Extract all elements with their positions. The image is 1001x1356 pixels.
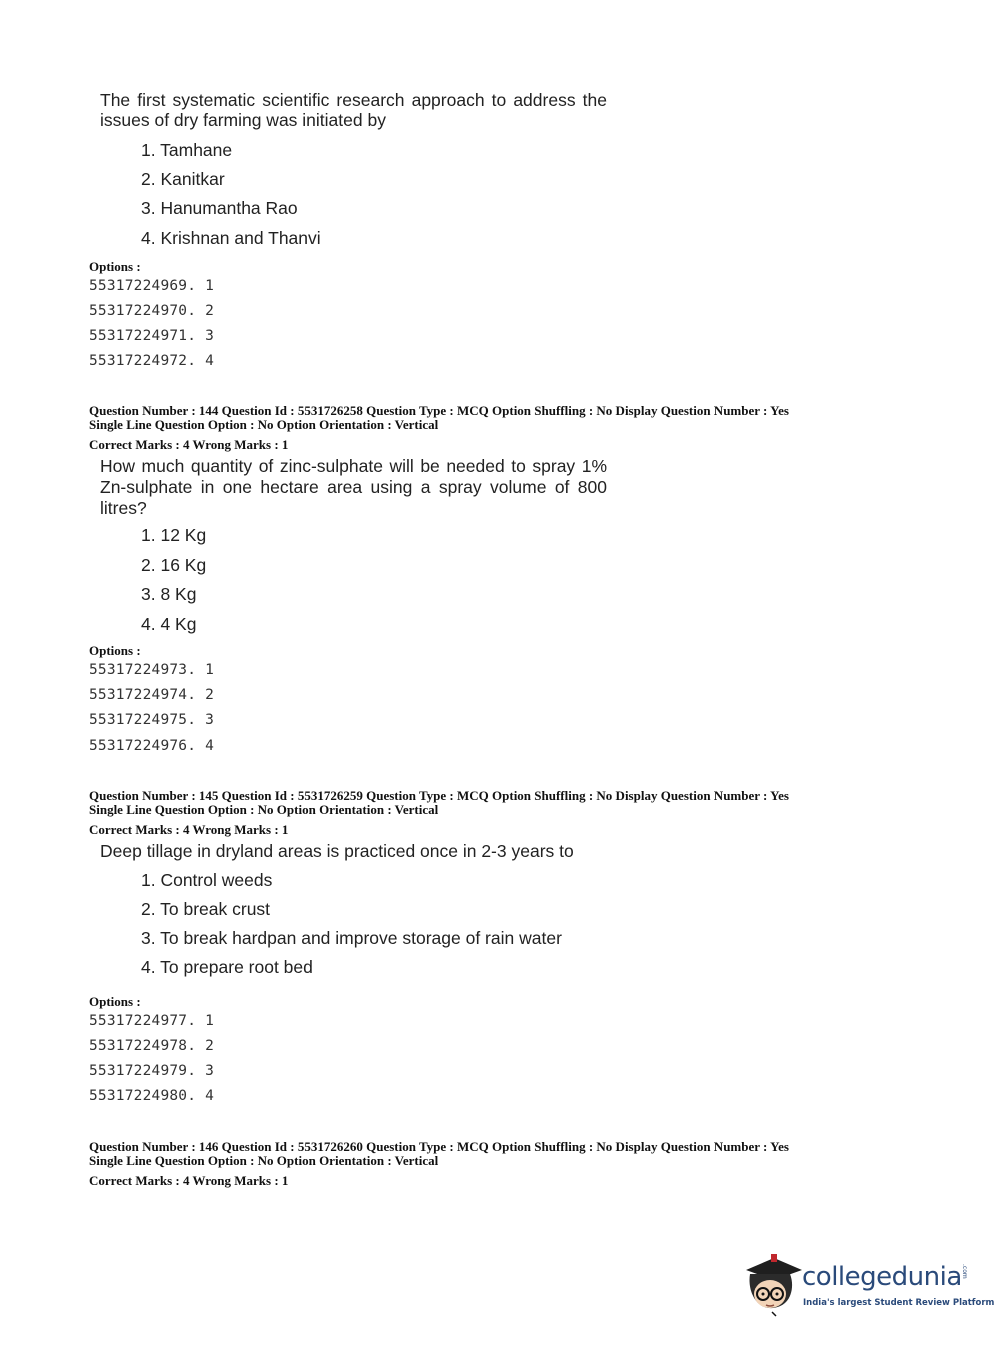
logo-tagline: India's largest Student Review Platform <box>803 1298 995 1308</box>
question-marks: Correct Marks : 4 Wrong Marks : 1 <box>89 437 289 452</box>
question-text: The first systematic scientific research approach to address the issues of dry farming was initiated by <box>100 90 607 130</box>
option-id: 55317224975. 3 <box>89 712 215 728</box>
question-text: Deep tillage in dryland areas is practiced once in 2-3 years to <box>100 841 574 861</box>
logo-com: .com <box>961 1264 968 1279</box>
question-marks: Correct Marks : 4 Wrong Marks : 1 <box>89 822 289 837</box>
options-label: Options : <box>89 643 141 658</box>
options-label: Options : <box>89 994 141 1009</box>
choice-3: 3. 8 Kg <box>141 584 197 604</box>
option-id: 55317224976. 4 <box>89 738 215 754</box>
question-marks: Correct Marks : 4 Wrong Marks : 1 <box>89 1173 289 1188</box>
question-text: How much quantity of zinc-sulphate will be needed to spray 1% Zn-sulphate in one hectare area using a spray volume of 800 litres? <box>100 456 607 518</box>
option-id: 55317224972. 4 <box>89 353 215 369</box>
choice-3: 3. To break hardpan and improve storage of rain water <box>141 928 562 948</box>
choice-2: 2. Kanitkar <box>141 169 225 189</box>
option-id: 55317224979. 3 <box>89 1063 215 1079</box>
question-meta-line1: Question Number : 144 Question Id : 5531726258 Question Type : MCQ Option Shuffling : No Display Question Number : Yes <box>89 403 789 418</box>
option-id: 55317224978. 2 <box>89 1038 215 1054</box>
choice-1: 1. Tamhane <box>141 140 233 160</box>
option-id: 55317224980. 4 <box>89 1088 215 1104</box>
option-id: 55317224977. 1 <box>89 1013 215 1029</box>
options-label: Options : <box>89 259 141 274</box>
option-id: 55317224970. 2 <box>89 303 215 319</box>
mascot-icon <box>742 1250 802 1318</box>
logo-wordmark: collegedunia <box>802 1262 962 1292</box>
option-id: 55317224974. 2 <box>89 687 215 703</box>
choice-1: 1. 12 Kg <box>141 525 207 545</box>
question-meta-line2: Single Line Question Option : No Option Orientation : Vertical <box>89 417 439 432</box>
choice-4: 4. To prepare root bed <box>141 957 313 977</box>
choice-2: 2. To break crust <box>141 899 271 919</box>
question-meta-line2: Single Line Question Option : No Option Orientation : Vertical <box>89 1153 439 1168</box>
question-meta-line1: Question Number : 145 Question Id : 5531726259 Question Type : MCQ Option Shuffling : No Display Question Number : Yes <box>89 788 789 803</box>
choice-4: 4. 4 Kg <box>141 614 197 634</box>
collegedunia-logo <box>742 1250 995 1320</box>
option-id: 55317224973. 1 <box>89 662 215 678</box>
option-id: 55317224971. 3 <box>89 328 215 344</box>
choice-4: 4. Krishnan and Thanvi <box>141 228 321 248</box>
question-meta-line1: Question Number : 146 Question Id : 5531726260 Question Type : MCQ Option Shuffling : No Display Question Number : Yes <box>89 1139 789 1154</box>
choice-2: 2. 16 Kg <box>141 555 207 575</box>
choice-3: 3. Hanumantha Rao <box>141 198 298 218</box>
choice-1: 1. Control weeds <box>141 870 273 890</box>
option-id: 55317224969. 1 <box>89 278 215 294</box>
question-meta-line2: Single Line Question Option : No Option Orientation : Vertical <box>89 802 439 817</box>
